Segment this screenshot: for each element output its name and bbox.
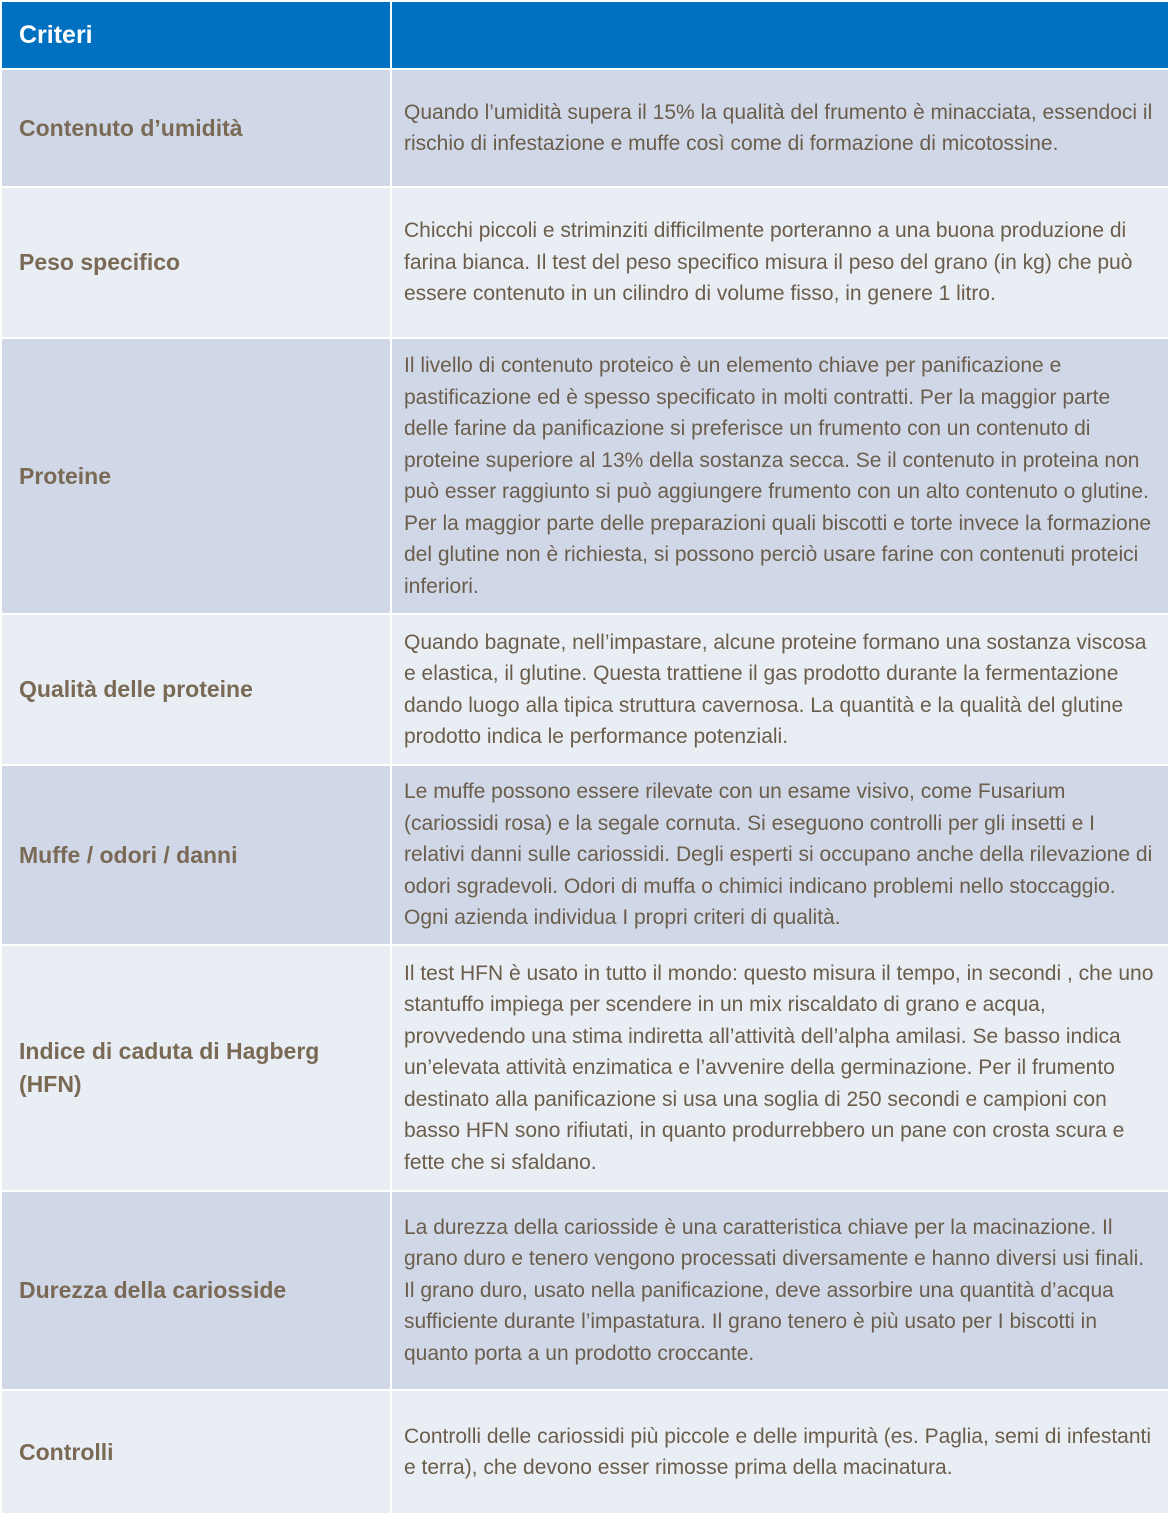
table-row	[0, 339, 1170, 615]
criterion-description: La durezza della cariosside è una caratteristica chiave per la macinazione. Il grano duro e tenero vengono processati diversamente e hanno diversi usi finali. Il grano duro, usato nella panificazione, deve assorbire una quantità d’acqua sufficiente durante l’impastatura. Il grano tenero è più usato per I biscotti in quanto porta a un prodotto croccante.	[404, 1215, 1145, 1365]
table-row	[0, 188, 1170, 339]
table-row	[0, 946, 1170, 1192]
criterion-cell	[0, 188, 392, 339]
table-row	[0, 1192, 1170, 1391]
criterion-description: Quando l’umidità supera il 15% la qualità del frumento è minacciata, essendoci il rischio di infestazione e muffe così come di formazione di micotossine.	[404, 100, 1153, 155]
table-row	[0, 615, 1170, 766]
description-cell	[392, 1192, 1170, 1391]
table-row	[0, 1391, 1170, 1515]
description-cell	[392, 339, 1170, 615]
description-cell	[392, 766, 1170, 946]
header-row	[0, 0, 1170, 70]
description-cell	[392, 1391, 1170, 1515]
header-empty-cell	[392, 0, 1170, 70]
criterion-description: Il test HFN è usato in tutto il mondo: questo misura il tempo, in secondi , che uno stantuffo impiega per scendere in un mix riscaldato di grano e acqua, provvedendo una stima indiretta all’attività dell’alpha amilasi. Se basso indica un’elevata attività enzimatica e l’avvenire della germinazione. Per il frumento destinato alla panificazione si usa una soglia di 250 secondi e campioni con basso HFN sono rifiutati, in quanto produrrebbero un pane con crosta scura e fette che si sfaldano.	[404, 961, 1154, 1174]
criterion-label: Proteine	[19, 462, 112, 489]
criterion-cell	[0, 766, 392, 946]
criterion-cell	[0, 1391, 392, 1515]
criterion-description: Chicchi piccoli e striminziti difficilmente porteranno a una buona produzione di farina bianca. Il test del peso specifico misura il peso del grano (in kg) che può essere contenuto in un cilindro di volume fisso, in genere 1 litro.	[404, 219, 1133, 306]
header-criteria-cell	[0, 0, 392, 70]
criterion-cell	[0, 615, 392, 766]
criterion-cell	[0, 1192, 392, 1391]
criterion-label: Durezza della cariosside	[19, 1277, 287, 1303]
criterion-label: Qualità delle proteine	[19, 676, 253, 702]
criterion-label: Indice di caduta di Hagberg (HFN)	[19, 1038, 320, 1097]
criterion-cell	[0, 339, 392, 615]
description-cell	[392, 946, 1170, 1192]
criterion-label: Peso specifico	[19, 249, 181, 275]
description-cell	[392, 70, 1170, 188]
criterion-description: Il livello di contenuto proteico è un elemento chiave per panificazione e pastificazione ed è spesso specificato in molti contratti. Per la maggior parte delle farine da panificazione si preferisce un frumento con un contenuto di proteine superiore al 13% della sostanza secca. Se il contenuto in proteina non può esser raggiunto si può aggiungere frumento con un alto contenuto o glutine. Per la maggior parte delle preparazioni quali biscotti e torte invece la formazione del glutine non è richiesta, si possono perciò usare farine con contenuti proteici inferiori.	[404, 354, 1152, 598]
table-row	[0, 766, 1170, 946]
criterion-cell	[0, 946, 392, 1192]
criterion-description: Quando bagnate, nell’impastare, alcune proteine formano una sostanza viscosa e elastica, il glutine. Questa trattiene il gas prodotto durante la fermentazione dando luogo alla tipica struttura cavernosa. La quantità e la qualità del glutine prodotto indica le performance potenziali.	[404, 630, 1147, 748]
criterion-description: Le muffe possono essere rilevate con un esame visivo, come Fusarium (cariossidi rosa) e la segale cornuta. Si eseguono controlli per gli insetti e I relativi danni sulle cariossidi. Degli esperti si occupano anche della rilevazione di odori sgradevoli. Odori di muffa o chimici indicano problemi nello stoccaggio. Ogni azienda individua I propri criteri di qualità.	[404, 780, 1153, 930]
header-criteria-label: Criteri	[19, 20, 93, 49]
table-row	[0, 70, 1170, 188]
criterion-label: Controlli	[19, 1438, 114, 1465]
description-cell	[392, 615, 1170, 766]
criterion-description: Controlli delle cariossidi più piccole e delle impurità (es. Paglia, semi di infestanti e terra), che devono esser rimosse prima della macinatura.	[404, 1424, 1152, 1479]
criterion-label: Contenuto d’umidità	[19, 114, 243, 141]
criterion-cell	[0, 70, 392, 188]
description-cell	[392, 188, 1170, 339]
criterion-label: Muffe / odori / danni	[19, 841, 238, 868]
